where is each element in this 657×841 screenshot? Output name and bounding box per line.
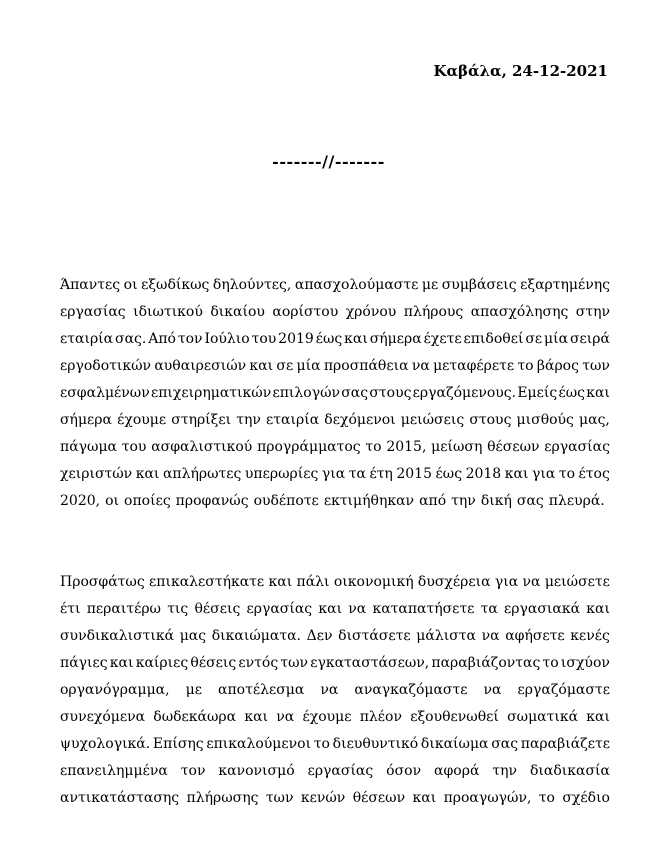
- word: και: [268, 574, 293, 590]
- word: με: [421, 277, 439, 293]
- word: πάλι: [296, 574, 330, 590]
- word: να: [276, 709, 295, 725]
- word: Από: [148, 331, 176, 347]
- word: και: [586, 601, 610, 617]
- word: εξουθενωθεί: [410, 709, 499, 725]
- word: εταιρία: [266, 412, 320, 428]
- text-line: [60, 434, 610, 461]
- word: 2015: [396, 466, 432, 482]
- word: σας: [491, 736, 519, 752]
- word: μισθούς: [516, 412, 574, 428]
- word: εντός: [238, 655, 279, 671]
- word: ασφαλιστικού: [151, 439, 253, 455]
- word: για: [321, 466, 346, 482]
- word: πάγιες: [60, 655, 108, 671]
- word: συνδικαλιστικά: [60, 628, 175, 644]
- word: περαιτέρω: [86, 601, 161, 617]
- word: το: [542, 655, 559, 671]
- word: 2015,: [386, 439, 427, 455]
- word: έτι: [60, 601, 81, 617]
- word: απασχόλησης: [470, 304, 569, 320]
- word: πλήρους: [403, 304, 464, 320]
- text-line: [60, 272, 610, 299]
- word: την: [236, 412, 261, 428]
- word: χρόνου: [345, 304, 397, 320]
- word: μειώσετε: [544, 574, 610, 590]
- word: επανειλημμένα: [60, 763, 168, 779]
- text-line: [60, 461, 610, 488]
- word: θέσεων: [487, 439, 540, 455]
- word: πλήρωσης: [186, 790, 259, 806]
- word: καίριες: [135, 655, 189, 671]
- word: σε: [276, 358, 294, 374]
- word: σε: [525, 331, 543, 347]
- word: συνεχόμενα: [60, 709, 146, 725]
- word: σχέδιο: [562, 790, 610, 806]
- word: οι: [123, 277, 138, 293]
- word: αντικατάστασης: [60, 790, 180, 806]
- word: προφανώς: [175, 493, 249, 509]
- word: εργαζόμαστε: [517, 682, 610, 698]
- word: Άπαντες: [60, 277, 121, 293]
- word: κανονισμό: [218, 763, 295, 779]
- word: 2018: [465, 466, 502, 482]
- word: κενές: [570, 628, 610, 644]
- document-date: Καβάλα, 24-12-2021: [433, 62, 608, 80]
- word: και: [109, 655, 134, 671]
- word: και: [135, 466, 160, 482]
- word: το: [365, 439, 382, 455]
- word: μας: [179, 628, 207, 644]
- word: οικονομική: [333, 574, 414, 590]
- word: το: [517, 358, 534, 374]
- text-line: [60, 758, 610, 785]
- word: οργανόγραμμα,: [60, 682, 170, 698]
- text-line: [60, 785, 610, 812]
- word: τα: [480, 601, 498, 617]
- word: δική: [480, 493, 512, 509]
- word: το: [538, 790, 555, 806]
- word: για: [531, 466, 556, 482]
- word: σας: [341, 385, 369, 401]
- word: Προσφάτως: [60, 574, 145, 590]
- word: δυσχέρεια: [417, 574, 491, 590]
- word: προαγωγών,: [443, 790, 532, 806]
- word: κενών: [300, 790, 346, 806]
- word: εκτιμήθηκαν: [323, 493, 415, 509]
- word: καταπατήσετε: [372, 601, 475, 617]
- text-line: [60, 596, 610, 623]
- word: σας.: [115, 331, 147, 347]
- word: των: [582, 358, 610, 374]
- word: προγράμματος: [257, 439, 361, 455]
- section-separator: -------//-------: [272, 152, 385, 171]
- text-line: [60, 623, 610, 650]
- word: οποίες: [124, 493, 171, 509]
- word: αορίστου: [272, 304, 339, 320]
- word: ιδιωτικού: [133, 304, 203, 320]
- word: Ιούλιο: [204, 331, 250, 347]
- text-line: [60, 380, 610, 407]
- word: θέσεων: [352, 790, 406, 806]
- text-line: [60, 650, 610, 677]
- word: ουδέποτε: [253, 493, 319, 509]
- word: έως: [558, 385, 585, 401]
- word: δεχόμενοι: [324, 412, 396, 428]
- word: για: [494, 574, 519, 590]
- word: συμβάσεις: [441, 277, 517, 293]
- word: ψυχολογικά.: [60, 736, 151, 752]
- word: και: [586, 385, 610, 401]
- word: διαδικασία: [529, 763, 610, 779]
- word: βάρος: [536, 358, 579, 374]
- word: σήμερα: [60, 412, 112, 428]
- word: να: [522, 574, 541, 590]
- text-line: [60, 731, 610, 758]
- word: και: [504, 466, 529, 482]
- word: αποτέλεσμα: [218, 682, 305, 698]
- word: εργαζόμενους.: [412, 385, 517, 401]
- word: επιδοθεί: [463, 331, 524, 347]
- word: εργασίας: [246, 601, 313, 617]
- word: την: [492, 763, 518, 779]
- word: έτη: [369, 466, 393, 482]
- paragraph-1: [60, 272, 610, 515]
- word: από: [419, 493, 447, 509]
- word: επικαλούμενοι: [206, 736, 312, 752]
- word: να: [481, 628, 500, 644]
- word: και: [586, 709, 610, 725]
- word: να: [348, 601, 367, 617]
- word: σωματικά: [507, 709, 579, 725]
- word: εργασίας: [60, 304, 126, 320]
- text-line: [60, 407, 610, 434]
- word: μία: [544, 331, 569, 347]
- word: πάγωμα: [60, 439, 117, 455]
- word: δηλούντες,: [212, 277, 292, 293]
- word: χειριστών: [60, 466, 133, 482]
- word: έως: [315, 331, 343, 347]
- word: και: [249, 358, 274, 374]
- text-line: [60, 704, 610, 731]
- word: και: [412, 790, 437, 806]
- word: την: [451, 493, 476, 509]
- word: αφορά: [434, 763, 480, 779]
- word: αναγκαζόμαστε: [354, 682, 468, 698]
- word: να: [411, 358, 430, 374]
- word: εργασίας: [544, 439, 610, 455]
- word: και: [244, 709, 269, 725]
- word: θέσεις: [194, 601, 241, 617]
- word: στους: [369, 385, 412, 401]
- word: απασχολούμαστε: [294, 277, 419, 293]
- word: των: [280, 655, 309, 671]
- word: 2019: [278, 331, 314, 347]
- word: δικαίου: [210, 304, 265, 320]
- text-line: [60, 488, 610, 515]
- word: μείωση: [431, 439, 483, 455]
- word: εργοδοτικών: [60, 358, 152, 374]
- text-line: [60, 353, 610, 380]
- word: σειρά: [569, 331, 610, 347]
- word: υπερωρίες: [244, 466, 319, 482]
- word: επικαλεστήκατε: [149, 574, 265, 590]
- word: μεταφέρετε: [433, 358, 515, 374]
- word: στηρίξει: [171, 412, 232, 428]
- word: εξωδίκως: [141, 277, 210, 293]
- word: πλευρά.: [548, 493, 605, 509]
- word: και: [344, 331, 368, 347]
- word: Εμείς: [517, 385, 558, 401]
- word: μία: [296, 358, 321, 374]
- word: να: [320, 682, 339, 698]
- word: διευθυντικό: [332, 736, 419, 752]
- word: θέσεις: [190, 655, 237, 671]
- word: τον: [180, 763, 206, 779]
- word: εσφαλμένων: [60, 385, 150, 401]
- word: διστάσετε: [338, 628, 411, 644]
- word: προσπάθεια: [323, 358, 409, 374]
- word: του: [121, 439, 147, 455]
- word: ισχύον: [560, 655, 610, 671]
- word: εγκαταστάσεων,: [310, 655, 430, 671]
- word: το: [313, 736, 330, 752]
- text-line: [60, 326, 610, 353]
- text-line: [60, 569, 610, 596]
- word: παραβιάζοντας: [431, 655, 541, 671]
- word: δικαίωμα: [420, 736, 489, 752]
- word: δικαιώματα.: [211, 628, 301, 644]
- word: να: [483, 682, 502, 698]
- word: και: [318, 601, 343, 617]
- text-line: [60, 677, 610, 704]
- word: παραβιάζετε: [520, 736, 610, 752]
- word: έχετε: [423, 331, 462, 347]
- word: το: [558, 466, 576, 482]
- word: με: [185, 682, 202, 698]
- word: εργασίας: [307, 763, 374, 779]
- word: του: [251, 331, 277, 347]
- word: τον: [177, 331, 203, 347]
- word: έχουμε: [302, 709, 352, 725]
- word: σας: [516, 493, 544, 509]
- word: επιλογών: [272, 385, 341, 401]
- word: τις: [167, 601, 189, 617]
- word: στους: [469, 412, 512, 428]
- word: σήμερα: [369, 331, 422, 347]
- word: μειώσεις: [400, 412, 465, 428]
- word: δωδεκάωρα: [153, 709, 237, 725]
- word: αυθαιρεσιών: [154, 358, 247, 374]
- word: αφήσετε: [505, 628, 565, 644]
- word: οι: [105, 493, 120, 509]
- word: πλέον: [359, 709, 402, 725]
- word: έτος: [578, 466, 610, 482]
- word: επιχειρηματικών: [150, 385, 272, 401]
- word: Δεν: [306, 628, 333, 644]
- word: μάλιστα: [416, 628, 476, 644]
- word: στην: [575, 304, 610, 320]
- word: των: [265, 790, 294, 806]
- word: έως: [435, 466, 463, 482]
- word: εξαρτημένης: [520, 277, 610, 293]
- word: όσον: [386, 763, 422, 779]
- text-line: [60, 299, 610, 326]
- word: έχουμε: [117, 412, 167, 428]
- word: εργασιακά: [504, 601, 581, 617]
- paragraph-2: [60, 569, 610, 812]
- word: τα: [348, 466, 366, 482]
- word: Επίσης: [152, 736, 204, 752]
- word: 2020,: [60, 493, 101, 509]
- word: απλήρωτες: [162, 466, 242, 482]
- word: εταιρία: [60, 331, 114, 347]
- word: μας,: [579, 412, 610, 428]
